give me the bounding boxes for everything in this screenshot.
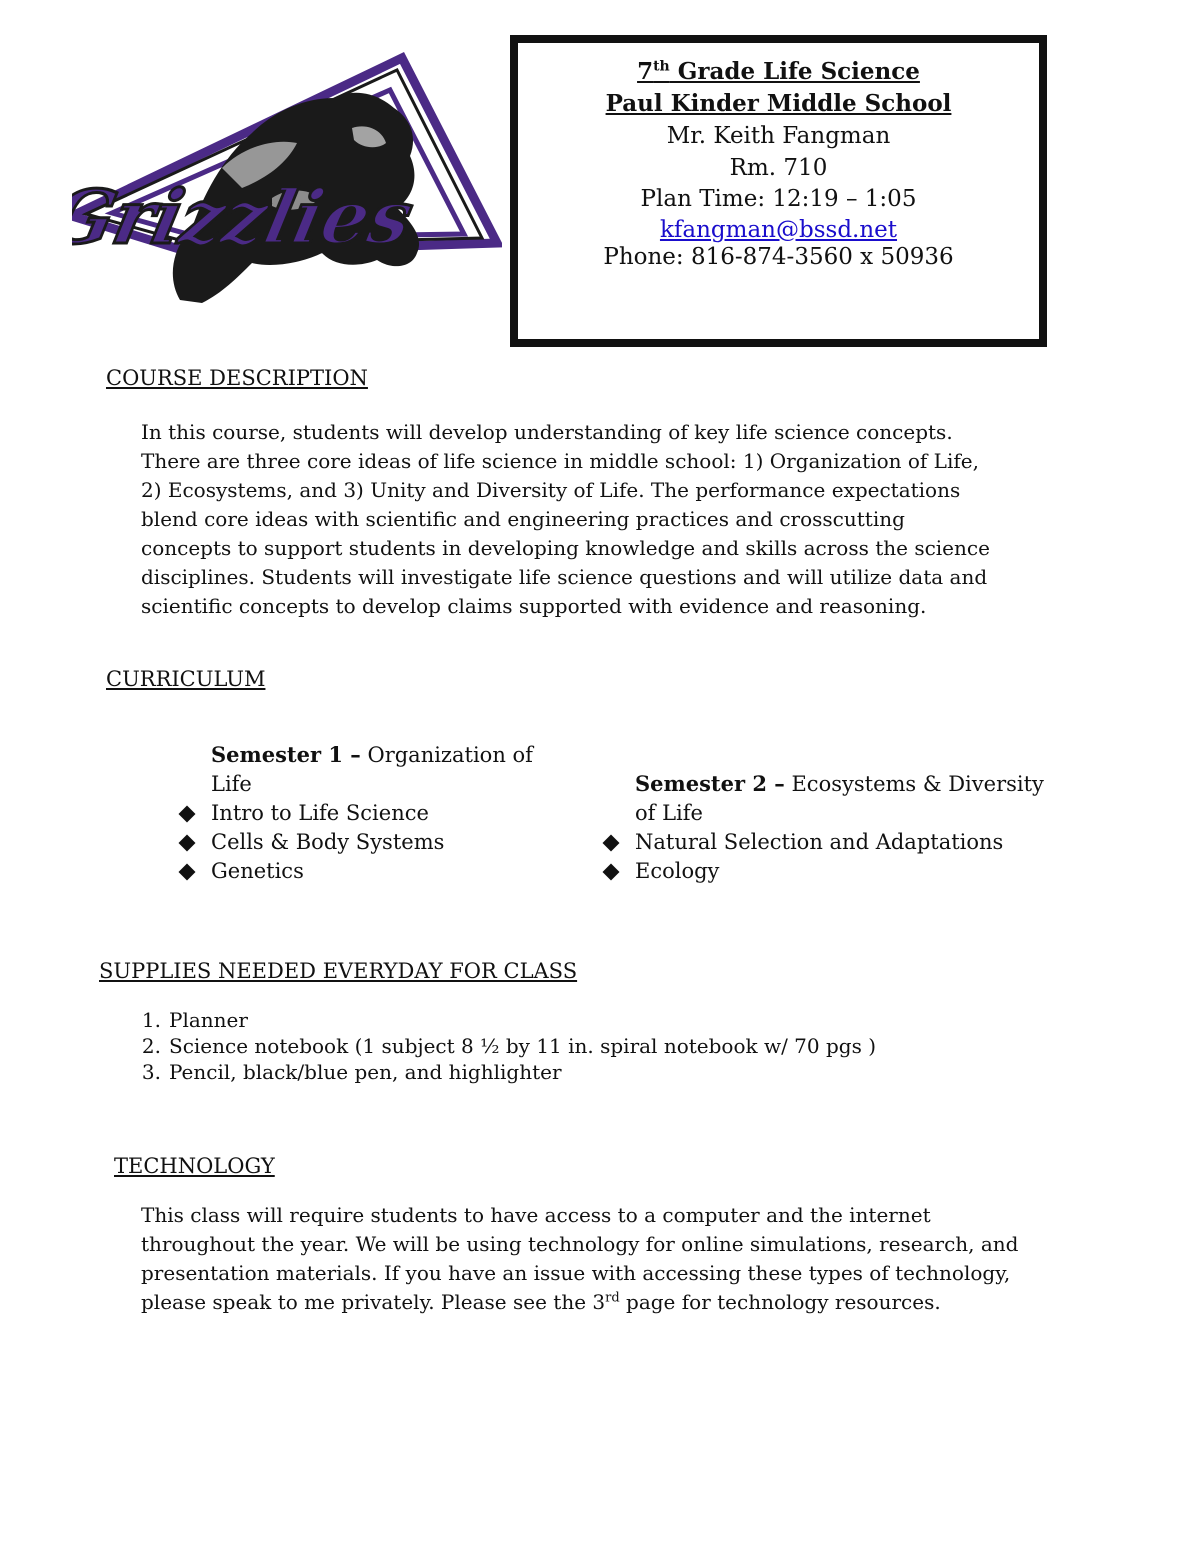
list-item: Ecology [635,857,1075,886]
technology-text: This class will require students to have access to a computer and the internet throughout the year. We will be using technology for online simulations, research, and presentation materials. If you have an issue with accessing these types of technology, please speak to me privately. Please see the 3rd page for technology resources. [141,1203,1019,1314]
semester-2-title: Semester 2 – Ecosystems & Diversity of Life [635,771,1044,825]
supplies-heading: SUPPLIES NEEDED EVERYDAY FOR CLASS [99,959,578,983]
semester-1-title: Semester 1 – Organization of Life [211,742,533,796]
teacher-name: Mr. Keith Fangman [666,123,891,149]
header-box [510,35,1047,347]
phone-number: Phone: 816-874-3560 x 50936 [603,244,954,270]
technology-heading: TECHNOLOGY [114,1154,275,1178]
list-item: 2. Science notebook (1 subject 8 ½ by 11 in. spiral notebook w/ 70 pgs ) [141,1034,877,1058]
supplies-list [141,1007,877,1085]
diamond-bullet-icon [179,835,196,852]
school-name: Paul Kinder Middle School [605,90,952,117]
curriculum-heading: CURRICULUM [106,667,266,691]
semester-1-block [211,740,571,886]
semester-2-list [635,828,1075,886]
grizzlies-logo [72,38,502,310]
logo-text: Grizzlies [72,173,421,261]
list-item: Natural Selection and Adaptations [635,828,1075,857]
list-item: Intro to Life Science [211,799,571,828]
list-item: Genetics [211,857,571,886]
diamond-bullet-icon [603,864,620,881]
course-description-text: In this course, students will develop understanding of key life science concepts. There are three core ideas of life science in middle school: 1) Organization of Life, 2) Ecosystems, and 3) Unity and Diversity of Life. The performance expectations blend core ideas with scientific and engineering practices and crosscutting concepts to support students in developing knowledge and skills across the science disciplines. Students will investigate life science questions and will utilize data and scientific concepts to develop claims supported with evidence and reasoning. [141,420,990,618]
diamond-bullet-icon [603,835,620,852]
grizzly-bear-icon [72,38,502,310]
course-title: 7th Grade Life Science [637,58,920,85]
plan-time: Plan Time: 12:19 – 1:05 [640,186,917,212]
list-item: Cells & Body Systems [211,828,571,857]
semester-1-list [211,799,571,886]
list-item: 1. Planner [141,1008,248,1032]
email-link[interactable]: kfangman@bssd.net [659,217,898,243]
room-number: Rm. 710 [729,155,828,181]
course-description-heading: COURSE DESCRIPTION [106,366,368,390]
semester-2-block [635,769,1075,886]
diamond-bullet-icon [179,864,196,881]
list-item: 3. Pencil, black/blue pen, and highlighter [141,1060,562,1084]
diamond-bullet-icon [179,806,196,823]
